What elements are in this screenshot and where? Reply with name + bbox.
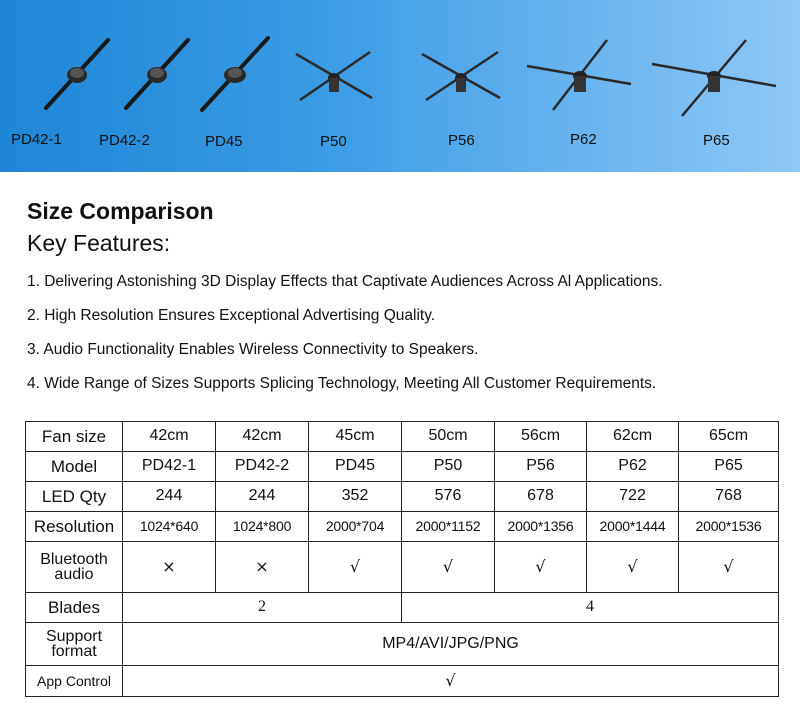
- feature-item: 1. Delivering Astonishing 3D Display Effects that Captivate Audiences Across Al Applications.: [27, 273, 663, 290]
- section-title: Size Comparison: [27, 198, 214, 224]
- row-label-line: format: [51, 642, 97, 660]
- feature-item: 3. Audio Functionality Enables Wireless Connectivity to Speakers.: [27, 341, 479, 358]
- row-bluetooth: [26, 541, 779, 592]
- fan-4-blade-icon: [523, 36, 635, 114]
- feature-item: 2. High Resolution Ensures Exceptional Advertising Quality.: [27, 307, 436, 324]
- row-label: [26, 541, 123, 592]
- table-cell: 678: [495, 481, 587, 511]
- row-model: [26, 451, 779, 481]
- table-cell: 576: [402, 481, 495, 511]
- cross-mark: ×: [123, 541, 216, 592]
- product-banner: [0, 0, 800, 172]
- row-label-line: Support: [45, 627, 103, 645]
- table-cell: 42cm: [216, 422, 309, 452]
- row-label: Resolution: [26, 511, 123, 541]
- row-label: [26, 622, 123, 665]
- row-label: Model: [26, 451, 123, 481]
- row-label: App Control: [26, 665, 123, 696]
- table-cell: 722: [587, 481, 679, 511]
- format-cell: MP4/AVI/JPG/PNG: [123, 622, 779, 665]
- fan-4-blade-icon: [648, 36, 780, 120]
- cross-mark: ×: [216, 541, 309, 592]
- table-cell: 65cm: [679, 422, 779, 452]
- table-cell: 2000*1356: [495, 511, 587, 541]
- table-cell: 2000*704: [309, 511, 402, 541]
- row-label: Fan size: [26, 422, 123, 452]
- table-cell: 768: [679, 481, 779, 511]
- table-cell: 244: [123, 481, 216, 511]
- table-cell: PD42-1: [123, 451, 216, 481]
- fan-2-blade-icon: [40, 36, 112, 112]
- fan-label: P65: [703, 132, 730, 149]
- spec-table: [25, 421, 779, 697]
- fan-2-blade-icon: [120, 36, 192, 112]
- fan-4-blade-icon: [292, 48, 376, 104]
- feature-item: 4. Wide Range of Sizes Supports Splicing Technology, Meeting All Customer Requirements.: [27, 375, 657, 392]
- row-label-line: Bluetooth: [40, 550, 108, 568]
- table-cell: 1024*800: [216, 511, 309, 541]
- check-mark: √: [402, 541, 495, 592]
- table-cell: 56cm: [495, 422, 587, 452]
- table-cell: 2000*1444: [587, 511, 679, 541]
- table-cell: PD42-2: [216, 451, 309, 481]
- table-cell: 244: [216, 481, 309, 511]
- table-cell: 352: [309, 481, 402, 511]
- check-mark: √: [495, 541, 587, 592]
- row-label-line: audio: [54, 565, 94, 583]
- table-cell: 42cm: [123, 422, 216, 452]
- check-mark: √: [309, 541, 402, 592]
- fan-4-blade-icon: [418, 48, 504, 104]
- table-cell: P56: [495, 451, 587, 481]
- fan-label: P50: [320, 133, 347, 150]
- check-mark: √: [587, 541, 679, 592]
- fan-label: PD45: [205, 133, 243, 150]
- row-blades: [26, 592, 779, 622]
- table-cell: P62: [587, 451, 679, 481]
- table-cell: P50: [402, 451, 495, 481]
- row-label: Blades: [26, 592, 123, 622]
- check-mark: √: [679, 541, 779, 592]
- row-led-qty: [26, 481, 779, 511]
- row-label: LED Qty: [26, 481, 123, 511]
- fan-label: P56: [448, 132, 475, 149]
- blades-2-cell: 2: [123, 592, 402, 622]
- fan-label: PD42-2: [99, 132, 150, 149]
- table-cell: P65: [679, 451, 779, 481]
- features-heading: Key Features:: [27, 230, 171, 256]
- fan-label: P62: [570, 131, 597, 148]
- row-support-format: [26, 622, 779, 665]
- row-fan-size: [26, 422, 779, 452]
- check-mark: √: [123, 665, 779, 696]
- table-cell: 62cm: [587, 422, 679, 452]
- fan-label: PD42-1: [11, 131, 62, 148]
- table-cell: 2000*1536: [679, 511, 779, 541]
- table-cell: 50cm: [402, 422, 495, 452]
- fan-2-blade-icon: [196, 34, 272, 114]
- table-cell: 45cm: [309, 422, 402, 452]
- row-app-control: [26, 665, 779, 696]
- row-resolution: [26, 511, 779, 541]
- blades-4-cell: 4: [402, 592, 779, 622]
- table-cell: 2000*1152: [402, 511, 495, 541]
- table-cell: 1024*640: [123, 511, 216, 541]
- table-cell: PD45: [309, 451, 402, 481]
